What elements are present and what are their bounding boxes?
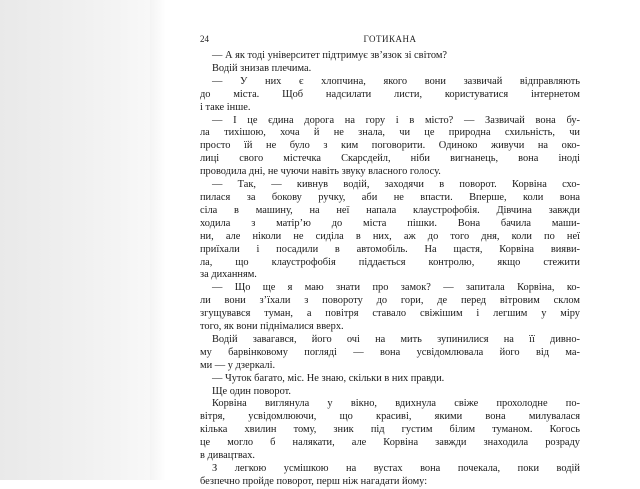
text-line: Водій знизав плечима. — [212, 62, 312, 74]
body-text — [200, 50, 580, 489]
text-line: проводила дні, не чуючи навіть звуку власного голосу. — [200, 166, 441, 178]
text-line: ла, що клаустрофобія піддається контролю, якщо стежити — [200, 256, 580, 268]
running-title: ГОТИКАНА — [363, 34, 417, 44]
text-line: того, як вони піднімалися вверх. — [200, 321, 344, 333]
text-line: за диханням. — [200, 269, 257, 281]
text-line: згущувався туман, а повітря ставало свіжішим і легшим у міру — [200, 308, 580, 320]
text-line: вітря, усвідомлюючи, що красиві, якими вона милувалася — [200, 411, 580, 423]
page-fold-shadow — [150, 0, 166, 480]
text-line: — І це єдина дорога на гору і в місто? — Зазвичай вона бу- — [212, 114, 580, 126]
book-gutter — [0, 0, 150, 480]
text-line: — А як тоді університет підтримує зв’язок зі світом? — [212, 50, 448, 61]
text-line: — Так, — кивнув водій, заходячи в поворот. Корвіна схо- — [212, 179, 580, 191]
text-line: Водій завагався, його очі на мить зупинилися на її дивно- — [212, 333, 580, 345]
text-line: ла тихішою, хоча й не знала, чи це природна схильність, чи — [200, 127, 580, 139]
text-line: приїхали і посадили в автомобіль. На щастя, Корвіна вияви- — [200, 243, 580, 255]
text-line: ни, але ніколи не сиділа в них, аж до того дня, коли по неї — [200, 230, 580, 242]
text-line: Корвіна виглянула у вікно, вдихнула свіже прохолодне по- — [212, 398, 580, 410]
text-line: в дивацтвах. — [200, 450, 256, 462]
page-number: 24 — [200, 34, 209, 44]
text-line: ми — у дзеркалі. — [200, 359, 276, 371]
text-line: Ще один поворот. — [212, 385, 291, 397]
text-line: кілька хвилин тому, зник під густим білим туманом. Когось — [200, 424, 580, 436]
text-line: лиці свого містечка Скарсдейл, ніби вигнанець, вона іноді — [200, 153, 580, 165]
text-line: ходила з матір’ю до міста пішки. Вона бачила маши- — [200, 217, 580, 229]
book-page — [166, 0, 640, 487]
text-line: — Чуток багато, міс. Не знаю, скільки в них правди. — [212, 372, 445, 384]
text-line: му барвінковому погляді — вона усвідомлювала його від ма- — [200, 346, 580, 358]
text-line: — Що ще я маю знати про замок? — запитала Корвіна, ко- — [212, 282, 580, 294]
text-line: це могло б налякати, але Корвіна завжди знаходила розраду — [200, 437, 580, 449]
text-line: ли вони з’їхали з повороту до гори, де перед вітровим склом — [200, 295, 580, 307]
text-line: просто їй не було з ким поговорити. Одиноко живучи на око- — [200, 140, 580, 152]
text-line: до міста. Щоб надсилати листи, користуватися інтернетом — [200, 88, 580, 100]
text-line: пилася за бокову ручку, аби не впасти. Вперше, коли вона — [200, 191, 580, 203]
text-line: безпечно пройде поворот, перш ніж нагадати йому: — [200, 475, 428, 487]
text-line: — У них є хлопчина, якого вони зазвичай відправляють — [212, 75, 580, 87]
text-line: сіла в машину, на неї напала клаустрофобія. Дівчина завжди — [200, 204, 580, 216]
text-line: і таке інше. — [200, 101, 251, 113]
text-line: З легкою усмішкою на вустах вона почекала, поки водій — [212, 463, 580, 474]
